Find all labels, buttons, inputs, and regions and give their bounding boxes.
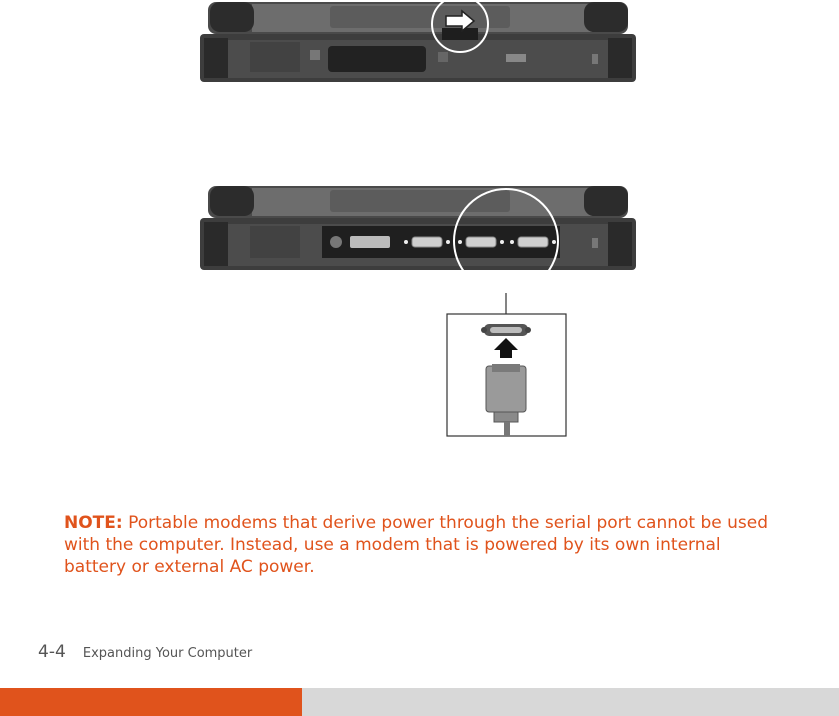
serial-connector-inset bbox=[447, 314, 566, 436]
note-paragraph bbox=[64, 512, 784, 578]
footer-gray-bar bbox=[302, 688, 839, 716]
laptop-top-closed bbox=[200, 0, 636, 82]
note-label: NOTE: bbox=[64, 513, 123, 533]
page-footer bbox=[38, 642, 252, 662]
laptop-bottom-open bbox=[200, 186, 636, 293]
footer-accent-bar bbox=[0, 688, 302, 716]
page-number: 4-4 bbox=[38, 642, 66, 662]
note-text: Portable modems that derive power through the serial port cannot be used with the computer. Instead, use a modem that is powered by its own internal battery or external AC power. bbox=[64, 513, 769, 577]
section-title: Expanding Your Computer bbox=[82, 646, 253, 661]
